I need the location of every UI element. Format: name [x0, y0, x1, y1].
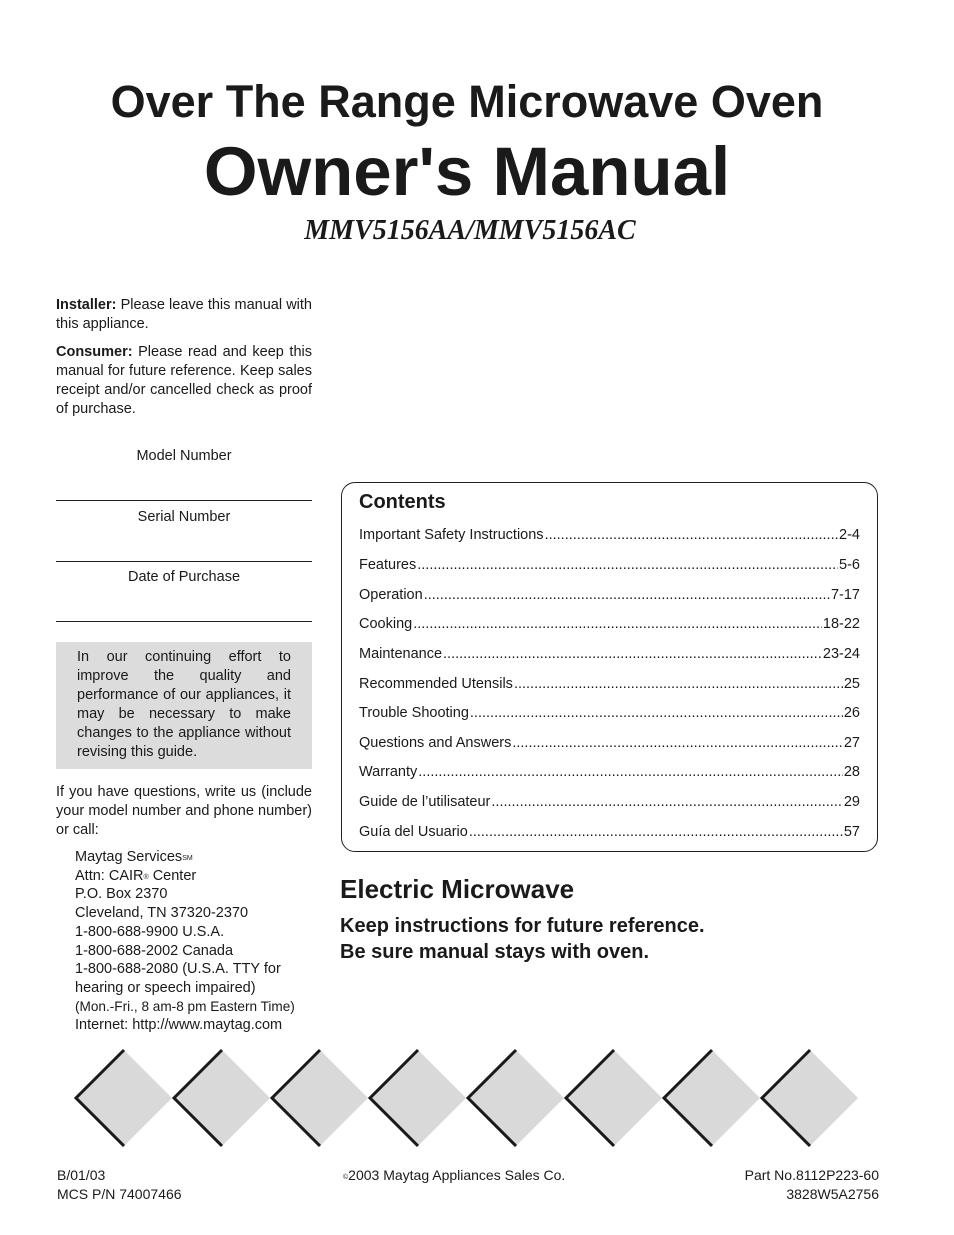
toc-entry[interactable]: Maintenance ..... 23-24 [359, 646, 860, 662]
toc-entry[interactable]: Guía del Usuario ..... 57 [359, 824, 860, 840]
address-line: Cleveland, TN 37320-2370 [75, 905, 249, 922]
document-code: 3828W5A2756 [786, 1186, 879, 1202]
model-number-line[interactable] [56, 500, 312, 501]
toc-entry[interactable]: Guide de l’utilisateur ..... 29 [359, 794, 860, 810]
diamond-decoration [62, 1048, 882, 1148]
consumer-note [56, 343, 312, 419]
toc-entry[interactable]: Questions and Answers ..... 27 [359, 735, 860, 751]
diamond-shape [468, 1050, 564, 1146]
footer-left [57, 1166, 182, 1204]
toc-entry[interactable]: Trouble Shooting ..... 26 [359, 705, 860, 721]
keep-instructions [340, 913, 705, 965]
phone-line: 1-800-688-9900 U.S.A. [75, 923, 225, 940]
toc-entry[interactable]: Features ..... 5-6 [359, 557, 860, 573]
contents-title: Contents [359, 491, 446, 513]
toc-entry[interactable]: Important Safety Instructions ..... 2-4 [359, 527, 860, 543]
notice-box [56, 642, 312, 769]
model-number-label: Model Number [136, 448, 232, 464]
diamond-shape [762, 1050, 858, 1146]
toc-entry[interactable]: Recommended Utensils ..... 25 [359, 676, 860, 692]
model-numbers: MMV5156AA/MMV5156AC [304, 215, 636, 246]
serial-number-line[interactable] [56, 561, 312, 562]
diamond-shape [566, 1050, 662, 1146]
phone-line: hearing or speech impaired) [75, 979, 256, 996]
serial-number-label: Serial Number [137, 509, 231, 525]
diamond-shape [174, 1050, 270, 1146]
title-line-1: Over The Range Microwave Oven [110, 76, 824, 127]
toc-entry[interactable]: Operation ..... 7-17 [359, 587, 860, 603]
product-heading: Electric Microwave [340, 874, 575, 904]
installer-note [56, 296, 312, 334]
service-address [75, 848, 325, 1035]
date-of-purchase-line[interactable] [56, 621, 312, 622]
part-number: Part No.8112P223-60 [744, 1167, 879, 1183]
revision-date: B/01/03 [57, 1167, 106, 1183]
service-name: Maytag Services [75, 849, 183, 865]
installer-label: Installer: [56, 297, 117, 313]
footer-right [745, 1166, 879, 1204]
address-line: P.O. Box 2370 [75, 886, 168, 903]
contents-box [341, 482, 878, 852]
toc-entry[interactable]: Warranty ..... 28 [359, 764, 860, 780]
keep-line-1: Keep instructions for future reference. [340, 915, 705, 937]
installer-text: Please leave this manual with this appliance. [56, 297, 312, 332]
diamond-shape [272, 1050, 368, 1146]
attn-suffix: Center [148, 867, 197, 884]
service-mark: SM [182, 855, 193, 862]
copyright-mark: © [343, 1174, 349, 1181]
notice-text: In our continuing effort to improve the quality and performance of our appliances, it may be necessary to make changes to the appliance without revising this guide. [77, 649, 291, 760]
mcs-part-number: MCS P/N 74007466 [57, 1186, 182, 1202]
consumer-text: Please read and keep this manual for future reference. Keep sales receipt and/or cancelled check as proof of purchase. [56, 344, 312, 417]
questions-text: If you have questions, write us (include your model number and phone number) or call: [56, 784, 312, 838]
diamond-shape [370, 1050, 466, 1146]
copyright [343, 1166, 565, 1185]
manual-title: Owner's Manual [203, 133, 731, 210]
phone-line: 1-800-688-2080 (U.S.A. TTY for [75, 961, 281, 978]
phone-line: 1-800-688-2002 Canada [75, 942, 234, 959]
keep-line-2: Be sure manual stays with oven. [340, 941, 649, 963]
date-of-purchase-label: Date of Purchase [127, 569, 241, 585]
registered-mark: ® [143, 873, 149, 881]
toc-entry[interactable]: Cooking ..... 18-22 [359, 616, 860, 632]
hours-line: (Mon.-Fri., 8 am-8 pm Eastern Time) [75, 998, 295, 1014]
attn-prefix: Attn: CAIR [75, 867, 144, 884]
copyright-text: 2003 Maytag Appliances Sales Co. [348, 1167, 566, 1183]
diamond-shape [76, 1050, 172, 1146]
consumer-label: Consumer: [56, 344, 133, 360]
diamond-shape [664, 1050, 760, 1146]
internet-link[interactable]: Internet: http://www.maytag.com [75, 1017, 283, 1034]
